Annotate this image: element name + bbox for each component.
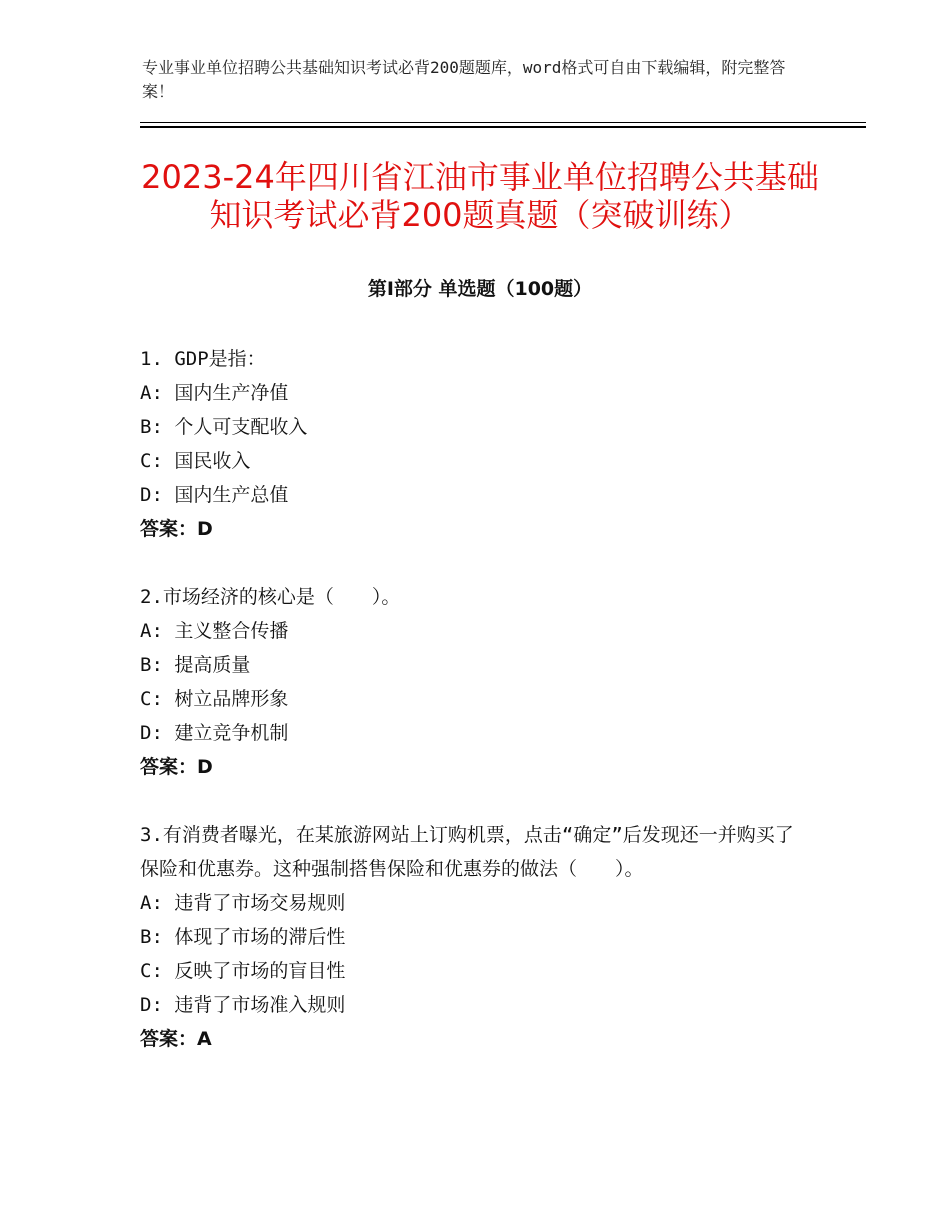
question-stem: 1. GDP是指： [140,348,266,370]
question-3 [140,818,804,1056]
question-1 [140,342,804,546]
question-stem: 3.有消费者曝光，在某旅游网站上订购机票，点击“确定”后发现还一并购买了保险和优惠券。这种强制搭售保险和优惠券的做法（ ）。 [140,824,794,880]
header-rule-thick [140,126,866,128]
option-c: C: 树立品牌形象 [140,688,289,710]
option-a: A: 违背了市场交易规则 [140,892,346,914]
option-b: B: 个人可支配收入 [140,416,308,438]
option-b: B: 提高质量 [140,654,251,676]
section-heading: 第Ⅰ部分 单选题（100题） [367,278,593,300]
option-d: D: 国内生产总值 [140,484,289,506]
option-d: D: 违背了市场准入规则 [140,994,346,1016]
option-d: D: 建立竞争机制 [140,722,289,744]
answer: 答案：D [140,518,213,540]
answer: 答案：A [140,1028,212,1050]
header-rule-thin [140,122,866,123]
option-b: B: 体现了市场的滞后性 [140,926,346,948]
option-a: A: 主义整合传播 [140,620,289,642]
option-a: A: 国内生产净值 [140,382,289,404]
option-c: C: 反映了市场的盲目性 [140,960,346,982]
question-stem: 2.市场经济的核心是（ ）。 [140,586,401,608]
question-list [140,342,804,1090]
answer: 答案：D [140,756,213,778]
document-title: 2023-24年四川省江油市事业单位招聘公共基础知识考试必背200题真题（突破训练） [141,158,819,234]
header-note: 专业事业单位招聘公共基础知识考试必背200题题库，word格式可自由下载编辑，附完整答案！ [142,58,786,101]
question-2 [140,580,804,784]
option-c: C: 国民收入 [140,450,251,472]
